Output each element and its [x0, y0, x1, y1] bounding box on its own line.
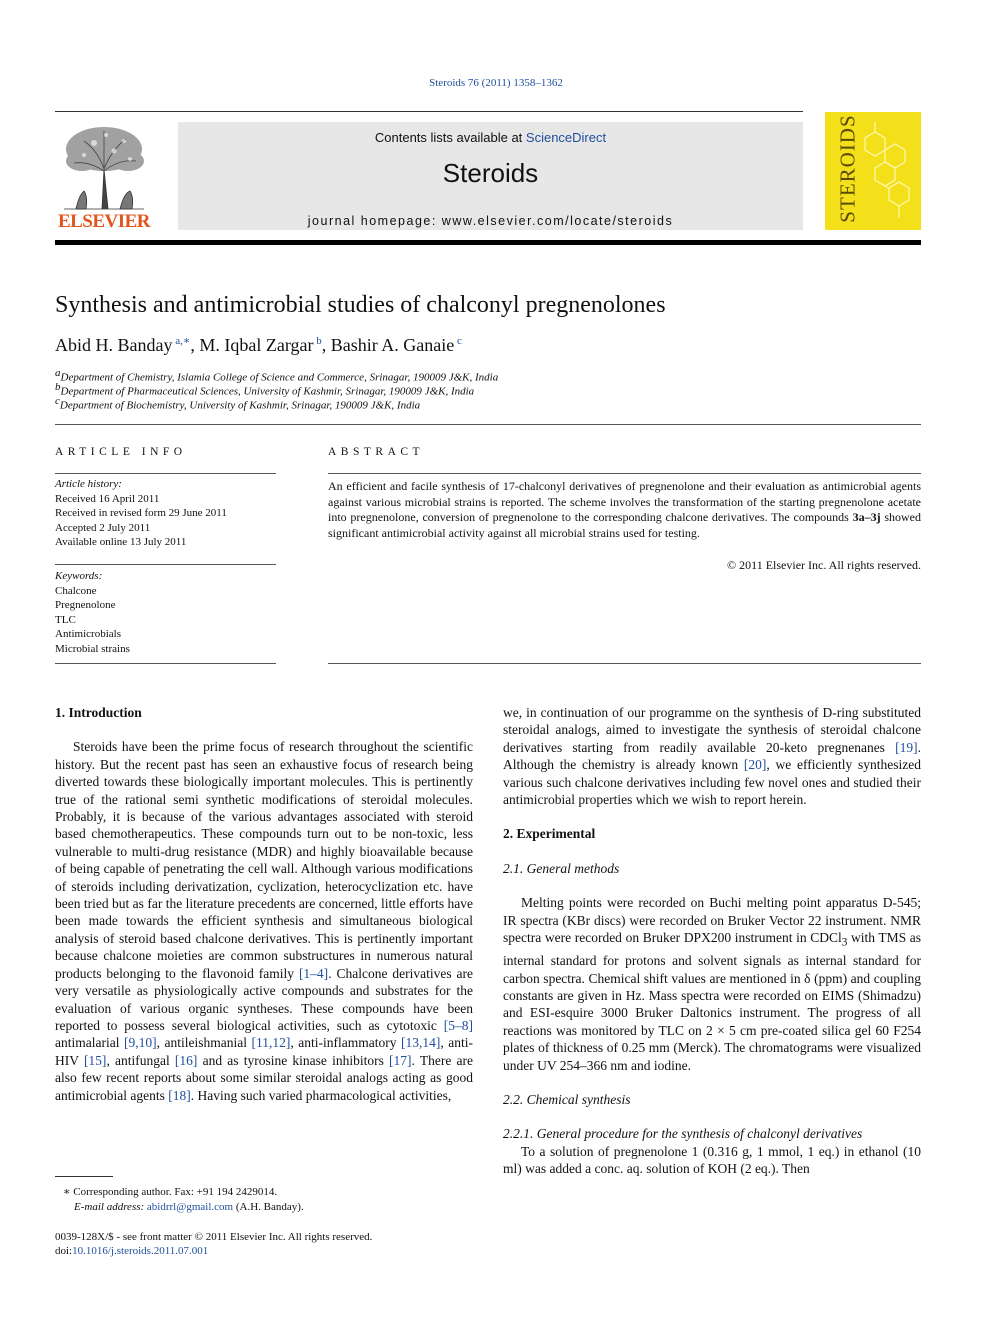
header-rule [55, 111, 803, 112]
email-line: E-mail address: abidrrl@gmail.com (A.H. Banday). [74, 1201, 304, 1213]
author-affiliation-mark[interactable]: a,∗ [175, 335, 191, 347]
info-rule [55, 663, 276, 664]
reference-link[interactable]: [9,10] [123, 1035, 157, 1051]
reference-link[interactable]: [16] [174, 1052, 198, 1068]
front-matter [55, 1230, 372, 1258]
history-revised: Received in revised form 29 June 2011 [55, 507, 227, 519]
abstract-text: An efficient and facile synthesis of 17-chalconyl derivatives of pregnenolone and their evaluation as antimicrobial agents against various microbial strains is reported. The scheme involves the transformation of the starting pregnenolone acetate into pregnenolone, conversion of pregnenolone to the corresponding chalcone derivatives. The compounds 3a–3j showed significant antimicrobial activity against all microbial strains used for testing. [328, 479, 921, 540]
article-info-heading: ARTICLE INFO [55, 446, 187, 458]
keyword: Microbial strains [55, 642, 130, 655]
section-rule [55, 424, 921, 425]
reference-link[interactable]: [11,12] [251, 1035, 291, 1051]
reference-link[interactable]: [15] [83, 1052, 107, 1068]
footnote-rule [55, 1176, 113, 1177]
contents-prefix: Contents lists available at [374, 130, 526, 145]
keyword: Antimicrobials [55, 628, 121, 640]
footnotes [55, 1185, 304, 1215]
history-online: Available online 13 July 2011 [55, 536, 187, 548]
info-rule [55, 564, 276, 565]
cover-title: STEROIDS [835, 114, 860, 223]
abstract-copyright: © 2011 Elsevier Inc. All rights reserved. [727, 558, 921, 572]
history-accepted: Accepted 2 July 2011 [55, 521, 151, 534]
elsevier-logo [54, 121, 154, 233]
author-name: M. Iqbal Zargar [199, 335, 314, 355]
elsevier-tree-icon [54, 121, 154, 211]
compound-range: 3a–3j [852, 510, 881, 525]
email-link[interactable]: abidrrl@gmail.com [146, 1201, 234, 1213]
synthesis-heading: 2.2. Chemical synthesis [503, 1092, 631, 1107]
journal-citation-link[interactable]: Steroids 76 (2011) 1358–1362 [429, 77, 563, 89]
history-label: Article history: [55, 478, 122, 490]
affiliation-a: $^a$Department of Chemistry, Islamia College of Science and Commerce, Srinagar, 190009 J&K, India [55, 367, 499, 384]
journal-banner [178, 122, 803, 230]
contents-line [178, 130, 803, 145]
author-affiliation-mark[interactable]: c [456, 335, 462, 347]
experimental-heading: 2. Experimental [503, 826, 596, 842]
molecule-icon [855, 118, 917, 226]
abstract-rule [328, 473, 921, 474]
header-thick-rule [55, 240, 921, 245]
methods-heading: 2.1. General methods [503, 860, 620, 876]
author-name: Bashir A. Ganaie [330, 335, 455, 355]
journal-name: Steroids [442, 158, 539, 188]
keyword: Chalcone [55, 584, 97, 597]
history-received: Received 16 April 2011 [55, 492, 160, 505]
reference-link[interactable]: [20] [743, 757, 767, 773]
corresponding-author: ∗ Corresponding author. Fax: +91 194 2429014. [63, 1186, 278, 1198]
keywords-label: Keywords: [55, 570, 103, 582]
left-column [55, 704, 473, 1104]
sciencedirect-link[interactable]: ScienceDirect [525, 130, 607, 145]
methods-paragraph: Melting points were recorded on Buchi melting point apparatus D-545; IR spectra (KBr discs) were recorded on Bruker Vector 22 instrument. NMR spectra were recorded on Bruker DPX200 instrument in CDCl$_3$ with TMS as internal standard for protons and solvent signals as internal standard for carbon spectra. Chemical shift values are mentioned in δ (ppm) and coupling constants are given in Hz. Mass spectra were recorded on EIMS (Shimadzu) and ESI-esquire 3000 Bruker Daltonics instrument. The progress of all reactions was monitored by TLC on 2 × 5 cm pre-coated silica gel 60 F254 plates of thickness of 0.25 mm (Merck). The chromatograms were visualized under UV 254–366 nm and iodine. [503, 895, 921, 1073]
article-title: Synthesis and antimicrobial studies of chalconyl pregnenolones [55, 292, 666, 318]
abstract-heading: ABSTRACT [328, 446, 425, 458]
intro-paragraph: Steroids have been the prime focus of research throughout the scientific history. But the recent past has seen an exhaustive focus of research being diverted towards these biologically important molecules. This is pertinently true of the rational semi synthetic modifications of steroidal molecules. Probably, it is because of the various advantages associated with steroid based chemotherapeutics. These compounds turn out to be non-toxic, less vulnerable to multi-drug resistance (MDR) and highly bioavailable because of being capable of penetrating the cell wall. Although various modifications of steroids including derivatization, cyclization, heterocyclization etc. have been tried but as far the literature precedents are concerned, little efforts have been made towards the efficient synthesis and simultaneous biological analysis of steroid based chalcone derivatives. This is pertinently important because chalcone moieties are common substructures in numerous natural products belonging to the flavonoid family [1–4]. Chalcone derivatives are very versatile as physiologically active compounds and substrates for the evaluation of various organic syntheses. These compounds have been reported to possess several biological activities, such as cytotoxic [5–8] antimalarial [9,10], antileishmanial [11,12], anti-inflammatory [13,14], anti-HIV [15], antifungal [16] and as tyrosine kinase inhibitors [17]. There are also few recent reports about some similar steroidal analogs acting as good antimicrobial agents [18]. Having such varied pharmacological activities, [55, 739, 474, 1103]
article-history [55, 477, 275, 550]
intro-heading: 1. Introduction [55, 705, 142, 720]
reference-link[interactable]: [13,14] [401, 1035, 441, 1051]
intro-continuation: we, in continuation of our programme on the synthesis of D-ring substituted steroidal analogs, aimed to investigate the synthesis of steroidal chalcone derivatives starting from readily available 20-keto pregnenanes [19]. Although the chemistry is already known [20], we efficiently synthesized various such chalcone derivatives including few novel ones and studied their antimicrobial properties which we wish to report herein. [503, 705, 921, 808]
keywords [55, 569, 275, 656]
issn-line: 0039-128X/$ - see front matter © 2011 Elsevier Inc. All rights reserved. [55, 1231, 373, 1243]
elsevier-wordmark: ELSEVIER [57, 211, 151, 232]
procedure-heading: 2.2.1. General procedure for the synthesis of chalconyl derivatives [503, 1126, 863, 1142]
keyword: TLC [55, 613, 76, 626]
procedure-paragraph: To a solution of pregnenolone 1 (0.316 g, 1 mmol, 1 eq.) in ethanol (10 ml) was added a conc. aq. solution of KOH (2 eq.). Then [503, 1143, 921, 1177]
reference-link[interactable]: [17] [389, 1052, 412, 1068]
doi-link[interactable]: 10.1016/j.steroids.2011.07.001 [72, 1245, 209, 1257]
affiliation-c: $^c$Department of Biochemistry, University of Kashmir, Srinagar, 190009 J&K, India [55, 395, 421, 412]
info-rule [55, 473, 276, 474]
right-column [503, 704, 921, 1178]
reference-link[interactable]: [18] [168, 1087, 191, 1103]
keyword: Pregnenolone [55, 599, 116, 611]
author-affiliation-mark[interactable]: b [316, 335, 322, 347]
affiliation-b: $^b$Department of Pharmaceutical Sciences, University of Kashmir, Srinagar, 190009 J&K, India [55, 381, 475, 398]
reference-link[interactable]: [5–8] [443, 1017, 473, 1033]
journal-cover [825, 112, 921, 230]
author-list: Abid H. Banday $^{a,∗}$, M. Iqbal Zargar $^b$, Bashir A. Ganaie $^c$ [55, 335, 462, 355]
author-name: Abid H. Banday [55, 335, 173, 355]
doi-line: doi:10.1016/j.steroids.2011.07.001 [55, 1245, 209, 1257]
abstract-rule [328, 663, 921, 664]
reference-link[interactable]: [1–4] [298, 965, 329, 981]
reference-link[interactable]: [19] [895, 739, 918, 755]
journal-homepage[interactable]: journal homepage: www.elsevier.com/locate/steroids [307, 214, 674, 228]
